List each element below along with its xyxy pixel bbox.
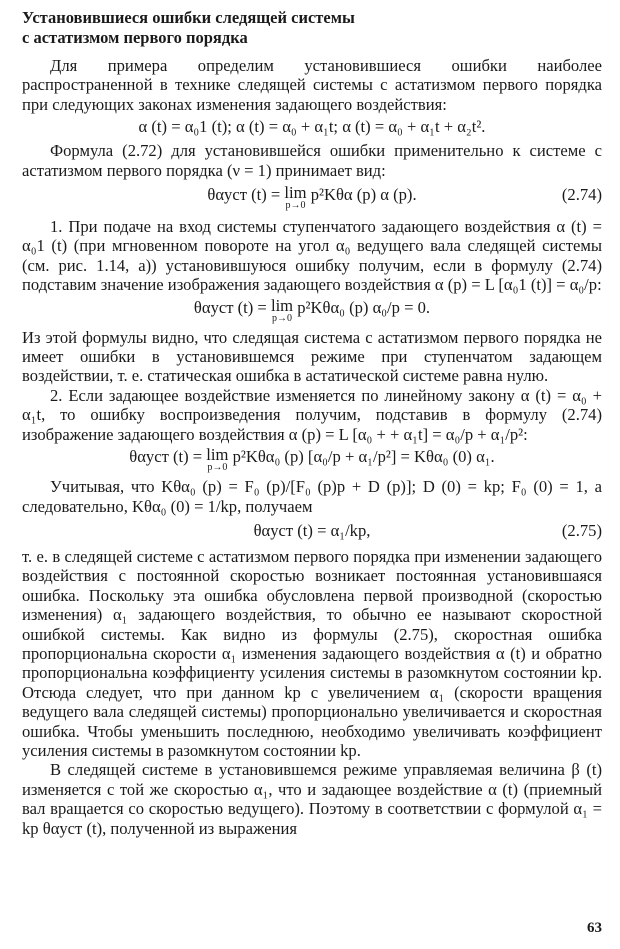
linear-error-right: p²Kθα₀ (p) [α₀/p + α₁/p²] = Kθα₀ (0) α₁.	[228, 447, 495, 467]
linear-error-limit	[206, 447, 228, 473]
limit-text: lim	[284, 183, 307, 203]
equation-2-74	[22, 185, 602, 211]
paragraph-velocity-error: т. е. в следящей системе с астатизмом первого порядка при изменении задающего воздействия с постоянной скоростью возникает постоянная установившаяся ошибка. Поскольку эта ошибка обусловлена первой производной (скоростью изменения) α₁ задающего воздействия, то обычно ее называют скоростной ошибкой системы. Как видно из формулы (2.75), скоростная ошибка пропорциональна скорости α₁ изменения задающего воздействия α (t) и обратно пропорциональна коэффициенту усиления системы в разомкнутом состоянии kp. Отсюда следует, что при данном kp с увеличением α₁ (скорости вращения ведущего вала следящей системы) пропорционально увеличивается и скоростная ошибка. Чтобы уменьшить последнюю, необходимо увеличивать коэффициент усиления системы в разомкнутом состоянии kp.	[22, 546, 602, 760]
limit-subscript: p→0	[272, 312, 293, 324]
section-heading-line-2: с астатизмом первого порядка	[22, 28, 248, 47]
equation-2-74-limit	[284, 185, 306, 211]
equation-2-74-right: p²Kθα (p) α (p).	[306, 185, 417, 205]
equation-2-74-left: θαуст (t) =	[207, 185, 285, 205]
step-error-right: p²Kθα₀ (p) α₀/p = 0.	[293, 297, 431, 317]
paragraph-static-error: Из этой формулы видно, что следящая система с астатизмом первого порядка не имеет ошибки в установившемся режиме при ступенчатом задающем воздействии, т. е. статическая ошибка в астатической системе равна нулю.	[22, 327, 602, 386]
paragraph-linear-input: 2. Если задающее воздействие изменяется по линейному закону α (t) = α₀ + α₁t, то ошибку воспроизведения получим, подставив в формулу (2.74) изображение задающего воздействия α (p) = L [α₀ + + α₁t] = α₀/p + α₁/p²:	[22, 385, 602, 444]
step-error-left: θαуст (t) =	[193, 297, 271, 317]
paragraph-considering: Учитывая, что Kθα₀ (p) = F₀ (p)/[F₀ (p)p + D (p)]; D (0) = kp; F₀ (0) = 1, а следовательно, Kθα₀ (0) = 1/kp, получаем	[22, 477, 602, 516]
limit-text: lim	[270, 295, 294, 315]
step-error-limit	[270, 295, 294, 324]
paragraph-formula-272: Формула (2.72) для установившейся ошибки применительно к системе с астатизмом первого порядка (ν = 1) принимает вид:	[22, 141, 602, 180]
section-heading	[22, 8, 602, 48]
linear-error-formula	[22, 447, 602, 473]
step-error-formula	[22, 295, 602, 324]
limit-subscript: p→0	[207, 462, 228, 474]
equation-number-2-74: (2.74)	[561, 185, 602, 205]
equation-number-2-75: (2.75)	[561, 520, 602, 540]
linear-error-left: θαуст (t) =	[129, 447, 207, 467]
section-heading-line-1: Установившиеся ошибки следящей системы	[22, 8, 355, 27]
page-number: 63	[587, 920, 602, 936]
paragraph-steady-state: В следящей системе в установившемся режиме управляемая величина β (t) изменяется с той же скоростью α₁, что и задающее воздействие α (t) (приемный вал вращается со скоростью ведущего). Поэтому в соответствии с формулой α₁ = kp θαуст (t), полученной из выражения	[22, 760, 602, 838]
equation-2-75-body: θαуст (t) = α₁/kp,	[253, 520, 371, 540]
limit-text: lim	[206, 445, 229, 465]
paragraph-step-input: 1. При подаче на вход системы ступенчатого задающего воздействия α (t) = α₀1 (t) (при мгновенном повороте на угол α₀ ведущего вала следящей системы (см. рис. 1.14, а)) установившуюся ошибку получим, если в формулу (2.74) подставим значение изображения задающего воздействия α (p) = L [α₀1 (t)] = α₀/p:	[22, 217, 602, 295]
paragraph-intro: Для примера определим установившиеся ошибки наиболее распространенной в технике следящей системы с астатизмом первого порядка при следующих законах изменения задающего воздействия:	[22, 56, 602, 114]
input-laws-formula: α (t) = α₀1 (t); α (t) = α₀ + α₁t; α (t) = α₀ + α₁t + α₂t².	[138, 117, 486, 137]
limit-subscript: p→0	[285, 200, 306, 212]
equation-2-75	[22, 521, 602, 541]
